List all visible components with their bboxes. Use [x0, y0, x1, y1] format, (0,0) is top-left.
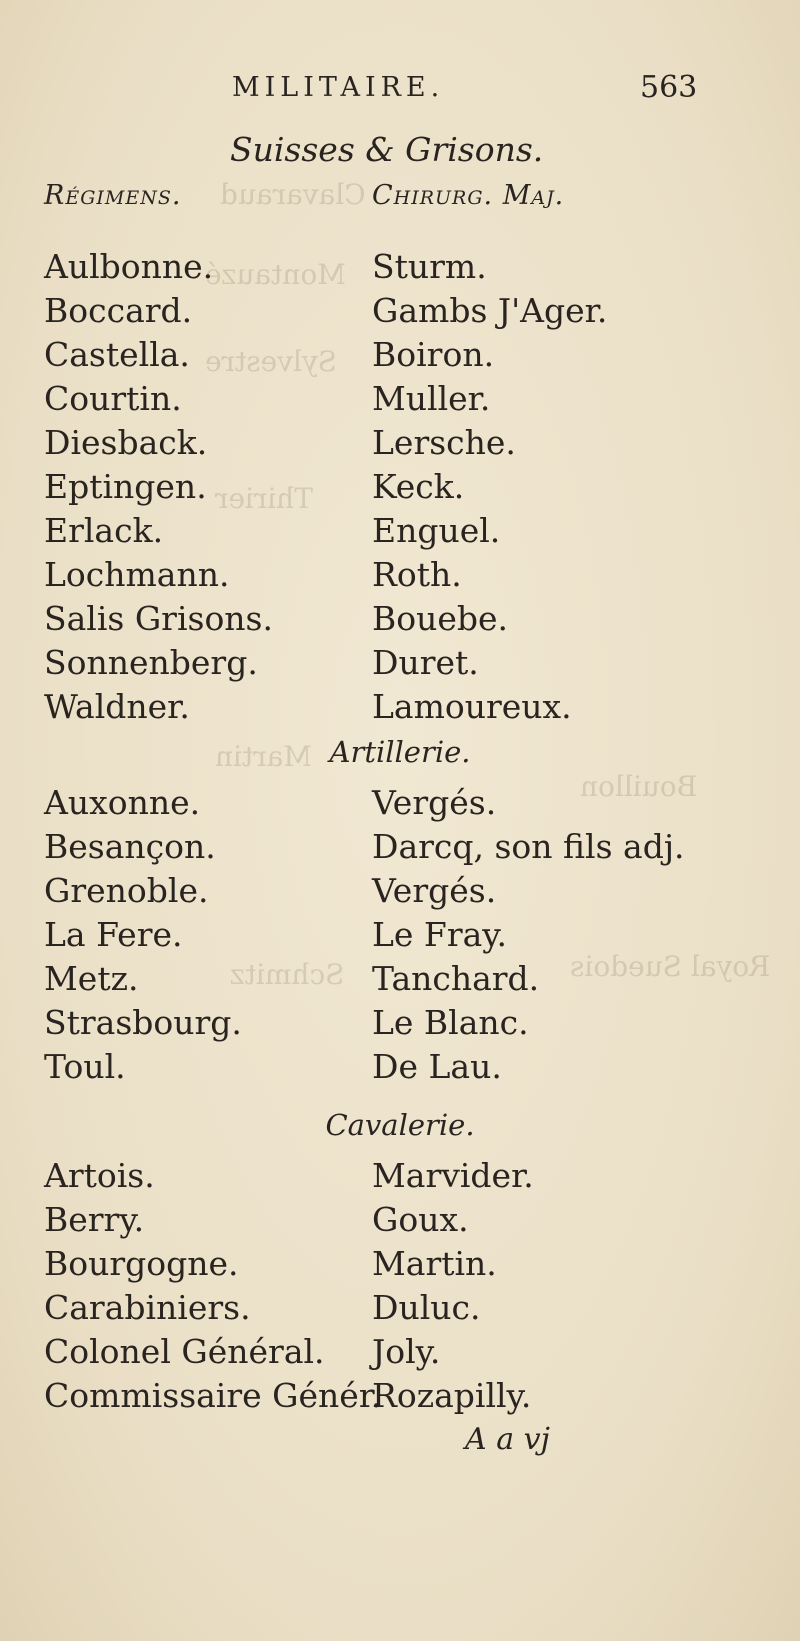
section-heading-cavalerie: Cavalerie. — [325, 1108, 475, 1142]
place-name: Metz. — [44, 959, 139, 998]
list-item — [0, 291, 800, 335]
signature-mark: A a vj — [465, 1422, 550, 1457]
list-item — [0, 1244, 800, 1288]
list-item — [0, 959, 800, 1003]
surgeon-name: Marvider. — [372, 1156, 534, 1195]
surgeon-name: Lamoureux. — [372, 687, 572, 726]
show-through-text: Royal Suedois — [570, 950, 771, 983]
regiment-name: Aulbonne. — [44, 247, 214, 286]
surgeon-name: Sturm. — [372, 247, 487, 286]
page-number: 563 — [640, 70, 698, 105]
surgeon-name: Boiron. — [372, 335, 495, 374]
place-name: Carabiniers. — [44, 1288, 251, 1327]
show-through-text: Bouillon — [580, 770, 698, 803]
surgeon-name: Martin. — [372, 1244, 497, 1283]
list-item — [0, 335, 800, 379]
surgeon-name: Vergés. — [372, 871, 497, 910]
surgeon-name: De Lau. — [372, 1047, 502, 1086]
show-through-text: Clavaraud — [220, 178, 366, 211]
surgeon-name: Tanchard. — [372, 959, 540, 998]
column-header-regiments: Régimens. — [44, 180, 182, 211]
place-name: Besançon. — [44, 827, 216, 866]
show-through-text: Sylvestre — [205, 345, 337, 378]
section-heading-artillerie: Artillerie. — [329, 735, 471, 769]
surgeon-name: Enguel. — [372, 511, 501, 550]
regiment-name: Sonnenberg. — [44, 643, 258, 682]
list-item — [0, 247, 800, 291]
list-item — [0, 1376, 800, 1420]
regiment-name: Castella. — [44, 335, 190, 374]
list-item — [0, 1047, 800, 1091]
list-item — [0, 379, 800, 423]
list-item — [0, 467, 800, 511]
running-title: MILITAIRE. — [232, 72, 445, 103]
list-item — [0, 1288, 800, 1332]
list-item — [0, 555, 800, 599]
regiment-name: Waldner. — [44, 687, 190, 726]
surgeon-name: Gambs J'Ager. — [372, 291, 608, 330]
surgeon-name: Darcq, son fils adj. — [372, 827, 685, 866]
place-name: Commissaire Génér. — [44, 1376, 382, 1415]
list-item — [0, 1156, 800, 1200]
place-name: Bourgogne. — [44, 1244, 239, 1283]
regiment-name: Eptingen. — [44, 467, 207, 506]
page-header — [0, 72, 800, 112]
surgeon-name: Le Blanc. — [372, 1003, 529, 1042]
surgeon-name: Joly. — [372, 1332, 441, 1371]
surgeon-name: Duluc. — [372, 1288, 481, 1327]
show-through-text: Martin — [215, 740, 312, 773]
regiment-name: Boccard. — [44, 291, 193, 330]
surgeon-name: Le Fray. — [372, 915, 508, 954]
column-header-surgeons: Chirurg. Maj. — [372, 180, 565, 211]
list-item — [0, 871, 800, 915]
list-item — [0, 1200, 800, 1244]
regiment-name: Erlack. — [44, 511, 164, 550]
list-item — [0, 643, 800, 687]
surgeon-name: Duret. — [372, 643, 479, 682]
place-name: Grenoble. — [44, 871, 209, 910]
surgeon-name: Rozapilly. — [372, 1376, 532, 1415]
list-item — [0, 783, 800, 827]
regiment-name: Lochmann. — [44, 555, 230, 594]
column-headers — [0, 180, 800, 220]
place-name: Auxonne. — [44, 783, 201, 822]
place-name: Strasbourg. — [44, 1003, 242, 1042]
list-item — [0, 599, 800, 643]
surgeon-name: Lersche. — [372, 423, 516, 462]
place-name: Artois. — [44, 1156, 155, 1195]
surgeon-name: Bouebe. — [372, 599, 509, 638]
place-name: Toul. — [44, 1047, 126, 1086]
regiment-name: Salis Grisons. — [44, 599, 273, 638]
list-item — [0, 423, 800, 467]
list-item — [0, 1003, 800, 1047]
list-item — [0, 687, 800, 731]
surgeon-name: Keck. — [372, 467, 465, 506]
show-through-text: Thirier — [215, 482, 313, 515]
surgeon-name: Vergés. — [372, 783, 497, 822]
place-name: Colonel Général. — [44, 1332, 325, 1371]
regiment-name: Courtin. — [44, 379, 182, 418]
list-item — [0, 1332, 800, 1376]
show-through-text: Montauzé — [205, 258, 346, 291]
place-name: La Fere. — [44, 915, 183, 954]
list-item — [0, 827, 800, 871]
list-item — [0, 915, 800, 959]
surgeon-name: Goux. — [372, 1200, 469, 1239]
regiment-name: Diesback. — [44, 423, 208, 462]
list-item — [0, 511, 800, 555]
surgeon-name: Muller. — [372, 379, 491, 418]
show-through-text: Schmitz — [230, 958, 345, 991]
section-subtitle: Suisses & Grisons. — [230, 130, 544, 169]
surgeon-name: Roth. — [372, 555, 462, 594]
place-name: Berry. — [44, 1200, 145, 1239]
